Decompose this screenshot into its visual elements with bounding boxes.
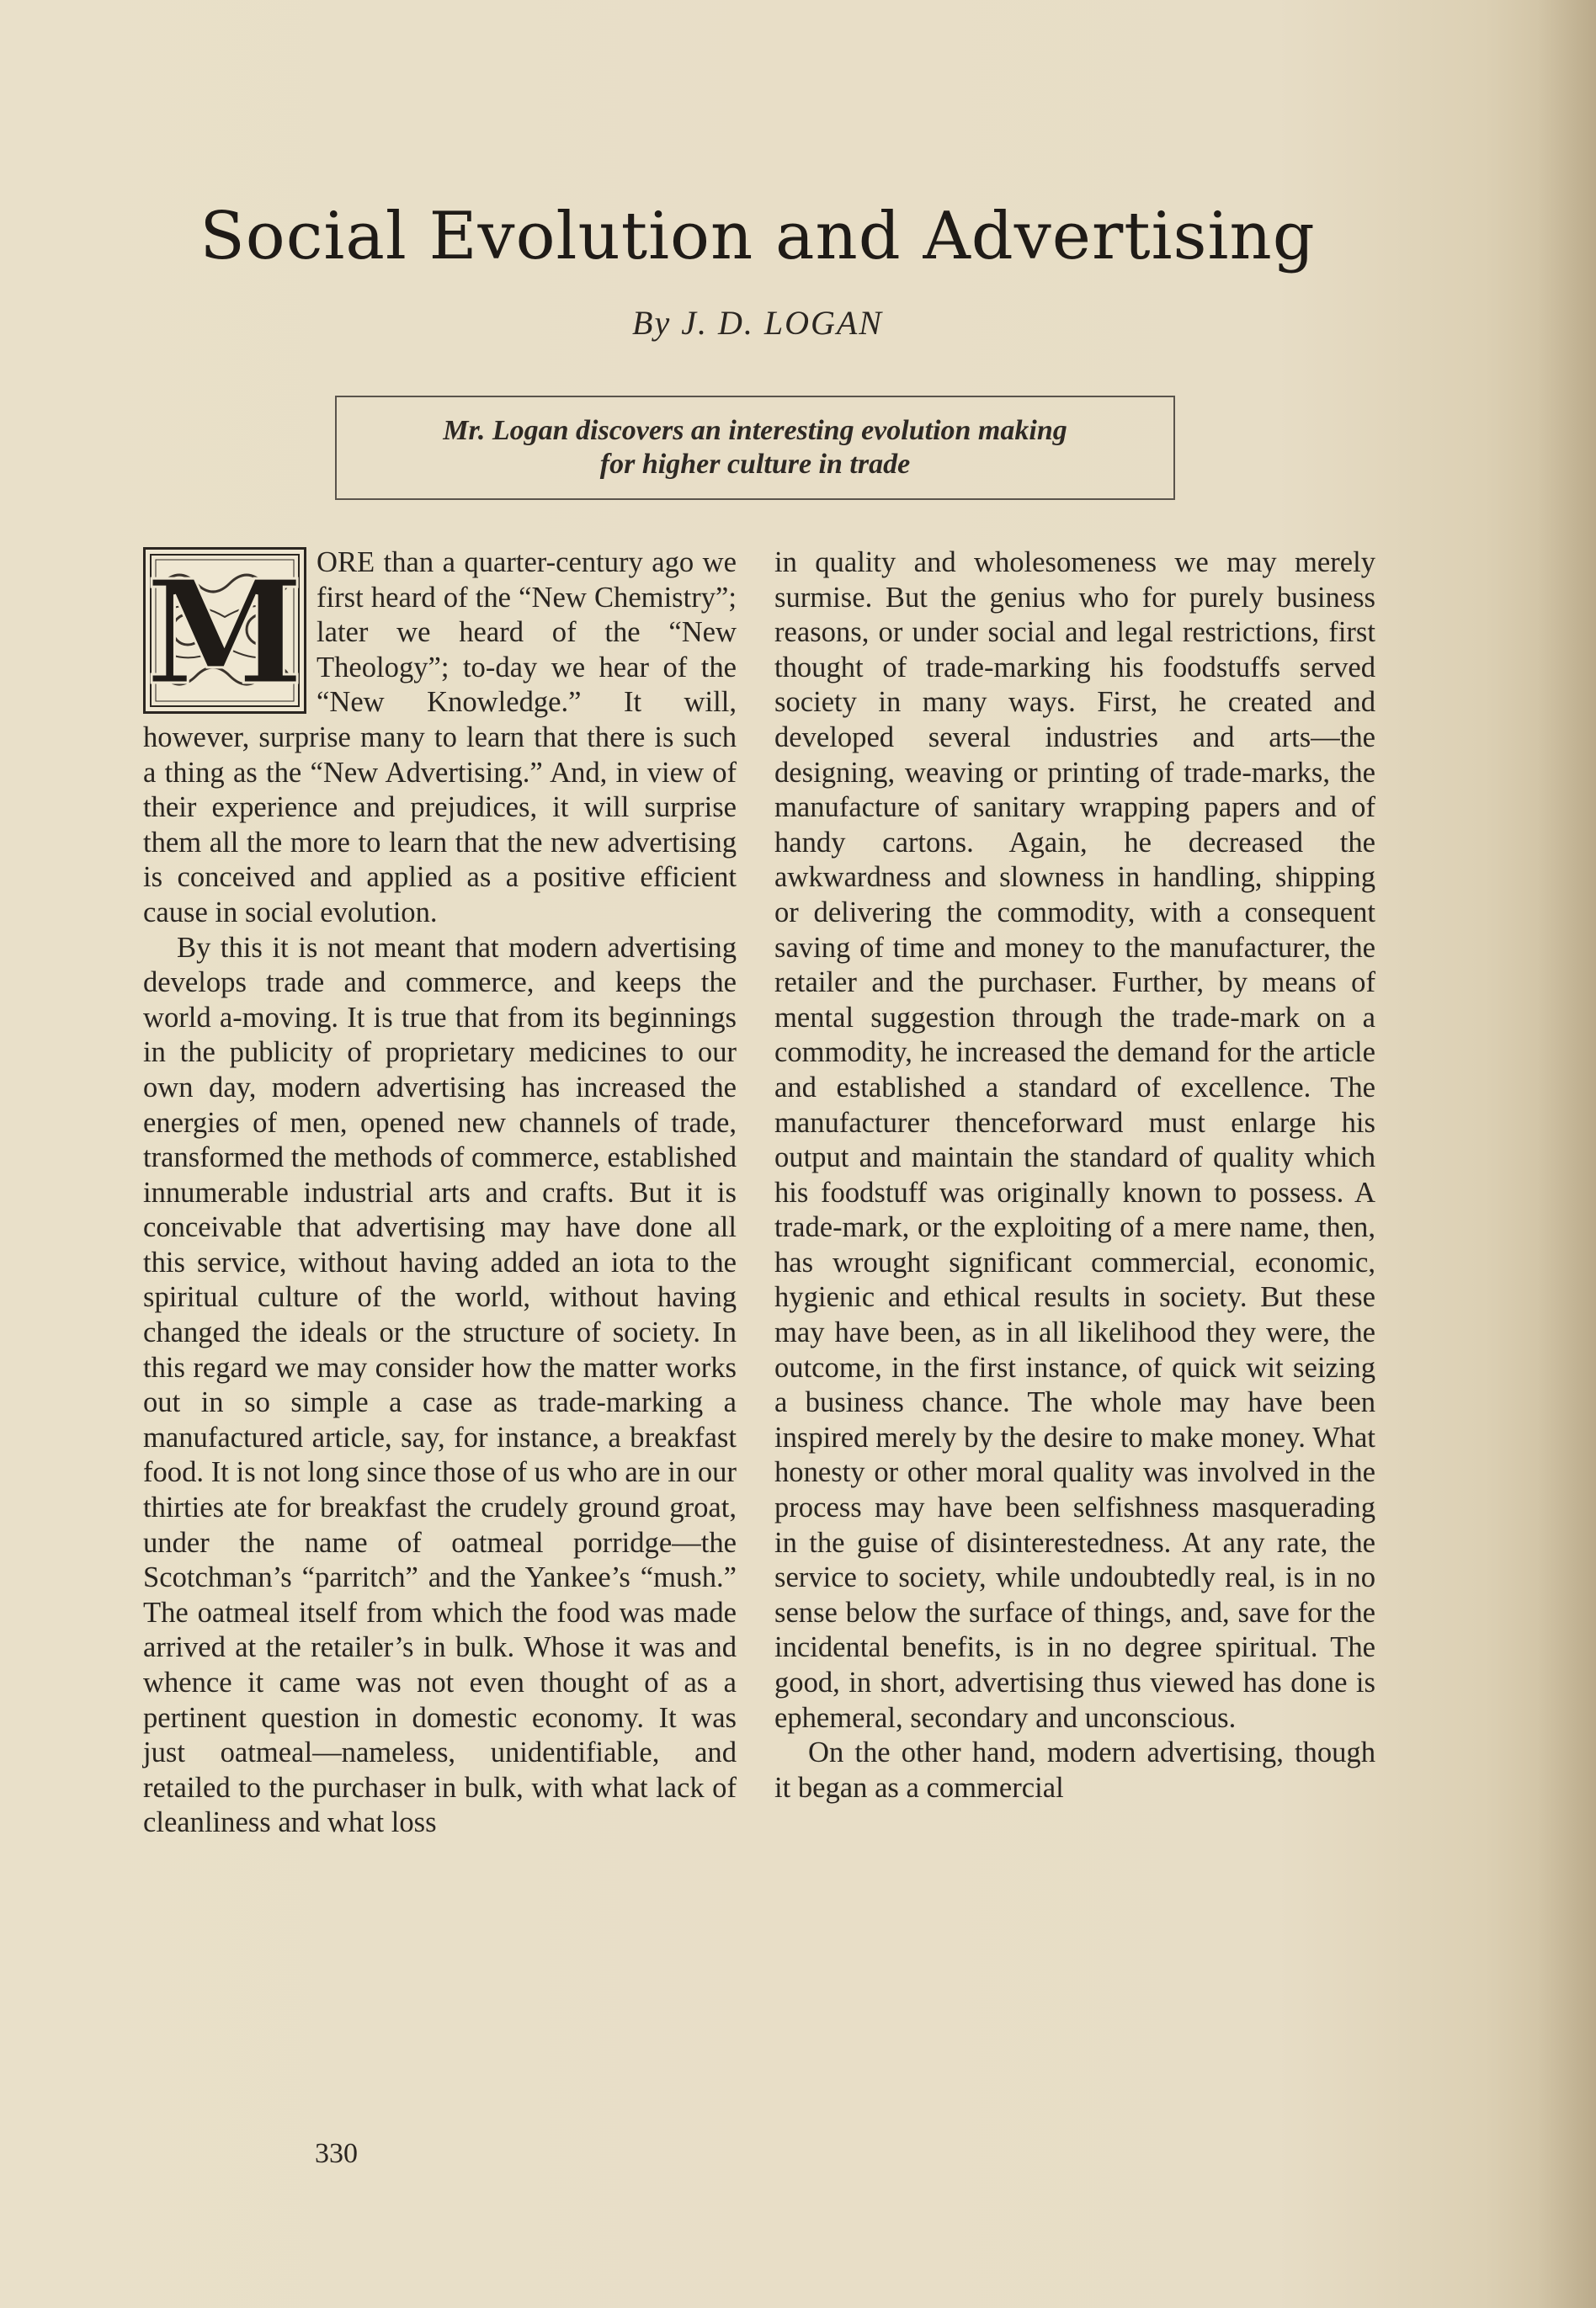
article-teaser-box: [335, 396, 1175, 500]
ornamental-dropcap: [143, 547, 306, 714]
column-right: [774, 545, 1375, 1805]
paragraph-3: On the other hand, modern advertising, though it began as a commercial: [774, 1736, 1375, 1804]
paragraph-2-continued: in quality and wholesomeness we may merely surmise. But the genius who for purely business reasons, or under social and legal restrictions, first thought of trade-marking his foodstuffs served society in many ways. First, he created and developed several industries and arts—the designing, weaving or printing of trade-marks, the manufacture of sanitary wrapping papers and of handy cartons. Again, he decreased the awkwardness and slowness in handling, shipping or delivering the commodity, with a consequent saving of time and money to the manufacturer, the retailer and the purchaser. Further, by means of mental suggestion through the trade-mark on a commodity, he increased the demand for the article and established a standard of excellence. The manufacturer thenceforward must enlarge his output and maintain the standard of quality which his foodstuff was originally known to possess. A trade-mark, or the exploiting of a mere name, then, has wrought significant commercial, economic, hygienic and ethical results in society. But these may have been, as in all likelihood they were, the outcome, in the first instance, of quick wit seizing a business chance. The whole may have been inspired merely by the desire to make money. What honesty or other moral quality was involved in the process may have been selfishness masquerading in the guise of disinterestedness. At any rate, the service to society, while undoubtedly real, is in no sense below the surface of things, and, save for the incidental benefits, is in no degree spiritual. The good, in short, advertising thus viewed has done is ephemeral, secondary and unconscious.: [774, 546, 1375, 1734]
page-edge-shadow: [1537, 0, 1596, 2308]
article-title: Social Evolution and Advertising: [200, 199, 1316, 274]
paragraph-2: By this it is not meant that modern advertising develops trade and commerce, and keeps the world a-moving. It is true that from its beginnings in the publicity of proprietary medicines to our own day, modern advertising has increased the energies of men, opened new channels of trade, transformed the methods of commerce, established innumerable industrial arts and crafts. But it is conceivable that advertising may have done all this service, without having added an iota to the spiritual culture of the world, without having changed the ideals or the structure of society. In this regard we may consider how the matter works out in so simple a case as trade-marking a manufactured article, say, for instance, a breakfast food. It is not long since those of us who are in our thirties ate for breakfast the crudely ground groat, under the name of oatmeal porridge—the Scotchman’s “parritch” and the Yankee’s “mush.” The oatmeal itself from which the food was made arrived at the retailer’s in bulk. Whose it was and whence it came was not even thought of as a pertinent question in domestic economy. It was just oatmeal—nameless, unidentifiable, and retailed to the purchaser in bulk, with what lack of cleanliness and what loss: [143, 931, 737, 1839]
teaser-line-1: Mr. Logan discovers an interesting evolution making: [443, 415, 1067, 446]
article-byline: By J. D. LOGAN: [632, 304, 883, 342]
teaser-line-2: for higher culture in trade: [599, 449, 911, 480]
column-left: [143, 545, 737, 1841]
svg-text:M: M: [146, 550, 304, 711]
paragraph-1-text: ORE than a quarter-century ago we first heard of the “New Chemistry”; later we heard of the “New Theology”; to-day we hear of the “New Knowledge.” It will, however, surprise many to learn that there is such a thing as the “New Advertising.” And, in view of their experience and prejudices, it will surprise them all the more to learn that the new advertising is conceived and applied as a positive efficient cause in social evolution.: [143, 546, 737, 928]
paragraph-1: [143, 545, 737, 931]
page-number: 330: [315, 2138, 358, 2169]
